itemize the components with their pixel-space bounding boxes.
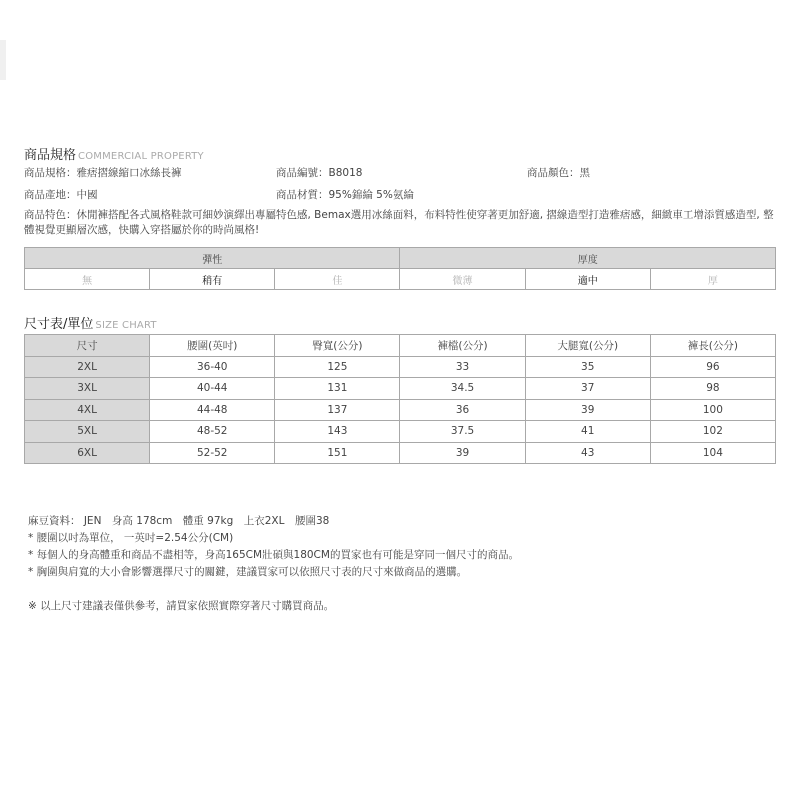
table-cell: 41	[525, 421, 650, 443]
size-title-en: SIZE CHART	[95, 320, 157, 331]
rise-col-header: 褲檔(公分)	[400, 335, 525, 357]
size-cell: 3XL	[25, 378, 150, 400]
size-cell: 2XL	[25, 356, 150, 378]
note-body-size: * 每個人的身高體重和商品不盡相等，身高165CM壯碩與180CM的買家也有可能是穿同一個尺寸的商品。	[28, 549, 519, 561]
table-row	[25, 399, 776, 421]
waist-col-header: 腰圍(英吋)	[150, 335, 275, 357]
size-cell: 4XL	[25, 399, 150, 421]
table-row	[25, 356, 776, 378]
table-cell: 37	[525, 378, 650, 400]
table-cell: 39	[400, 442, 525, 464]
spec-name: 商品規格：雅痞摺線縮口冰絲長褲	[24, 167, 182, 179]
table-cell: 35	[525, 356, 650, 378]
table-row	[25, 378, 776, 400]
table-cell: 100	[650, 399, 775, 421]
size-title-text: 尺寸表/單位	[24, 317, 94, 332]
table-cell: 52-52	[150, 442, 275, 464]
table-cell: 43	[525, 442, 650, 464]
size-table-header	[25, 335, 776, 357]
elasticity-option: 稍有	[150, 269, 275, 290]
thickness-option: 厚	[650, 269, 775, 290]
note-waist-unit: * 腰圍以吋為單位， 一英吋=2.54公分(CM)	[28, 532, 234, 544]
left-edge-mark	[0, 40, 6, 80]
table-cell: 34.5	[400, 378, 525, 400]
table-cell: 137	[275, 399, 400, 421]
table-cell: 44-48	[150, 399, 275, 421]
spec-code: 商品編號：B8018	[276, 167, 363, 179]
spec-origin: 商品產地：中國	[24, 189, 98, 201]
thigh-col-header: 大腿寬(公分)	[525, 335, 650, 357]
table-cell: 143	[275, 421, 400, 443]
elasticity-option: 佳	[275, 269, 400, 290]
table-cell: 39	[525, 399, 650, 421]
note-disclaimer: ※ 以上尺寸建議表僅供參考，請買家依照實際穿著尺寸購買商品。	[28, 600, 335, 612]
table-row	[25, 421, 776, 443]
model-info: 麻豆資料： JEN 身高 178cm 體重 97kg 上衣2XL 腰圍38	[28, 515, 330, 527]
table-cell: 36-40	[150, 356, 275, 378]
elasticity-option: 無	[25, 269, 150, 290]
length-col-header: 褲長(公分)	[650, 335, 775, 357]
thickness-option: 微薄	[400, 269, 525, 290]
size-table	[24, 334, 776, 464]
spec-title-en: COMMERCIAL PROPERTY	[78, 151, 204, 162]
spec-material: 商品材質：95%錦綸 5%氨綸	[276, 189, 414, 201]
size-cell: 5XL	[25, 421, 150, 443]
table-cell: 125	[275, 356, 400, 378]
note-chest-shoulder: * 胸圍與肩寬的大小會影響選擇尺寸的關鍵，建議買家可以依照尺寸表的尺寸來做商品的選購。	[28, 566, 468, 578]
table-cell: 40-44	[150, 378, 275, 400]
spec-feature: 商品特色：休閒褲搭配各式風格鞋款可細妙演繹出專屬特色感, Bemax選用冰絲面料，布料特性使穿著更加舒適, 摺線造型打造雅痞感，細緻車工增添質感造型, 整體視覺更顯層次感，快購入穿搭屬於你的時尚風格!	[24, 209, 774, 236]
table-cell: 98	[650, 378, 775, 400]
thickness-option: 適中	[525, 269, 650, 290]
table-row	[25, 442, 776, 464]
table-cell: 33	[400, 356, 525, 378]
table-cell: 48-52	[150, 421, 275, 443]
table-cell: 104	[650, 442, 775, 464]
table-cell: 102	[650, 421, 775, 443]
hip-col-header: 臀寬(公分)	[275, 335, 400, 357]
spec-title	[24, 144, 204, 163]
size-title	[24, 313, 157, 332]
table-cell: 36	[400, 399, 525, 421]
size-col-header: 尺寸	[25, 335, 150, 357]
spec-title-text: 商品規格	[24, 148, 77, 163]
table-cell: 131	[275, 378, 400, 400]
thickness-header: 厚度	[400, 248, 776, 269]
spec-color: 商品顏色：黑	[527, 167, 590, 179]
table-cell: 37.5	[400, 421, 525, 443]
elasticity-header: 彈性	[25, 248, 400, 269]
property-table	[24, 247, 776, 290]
size-cell: 6XL	[25, 442, 150, 464]
table-cell: 96	[650, 356, 775, 378]
table-cell: 151	[275, 442, 400, 464]
